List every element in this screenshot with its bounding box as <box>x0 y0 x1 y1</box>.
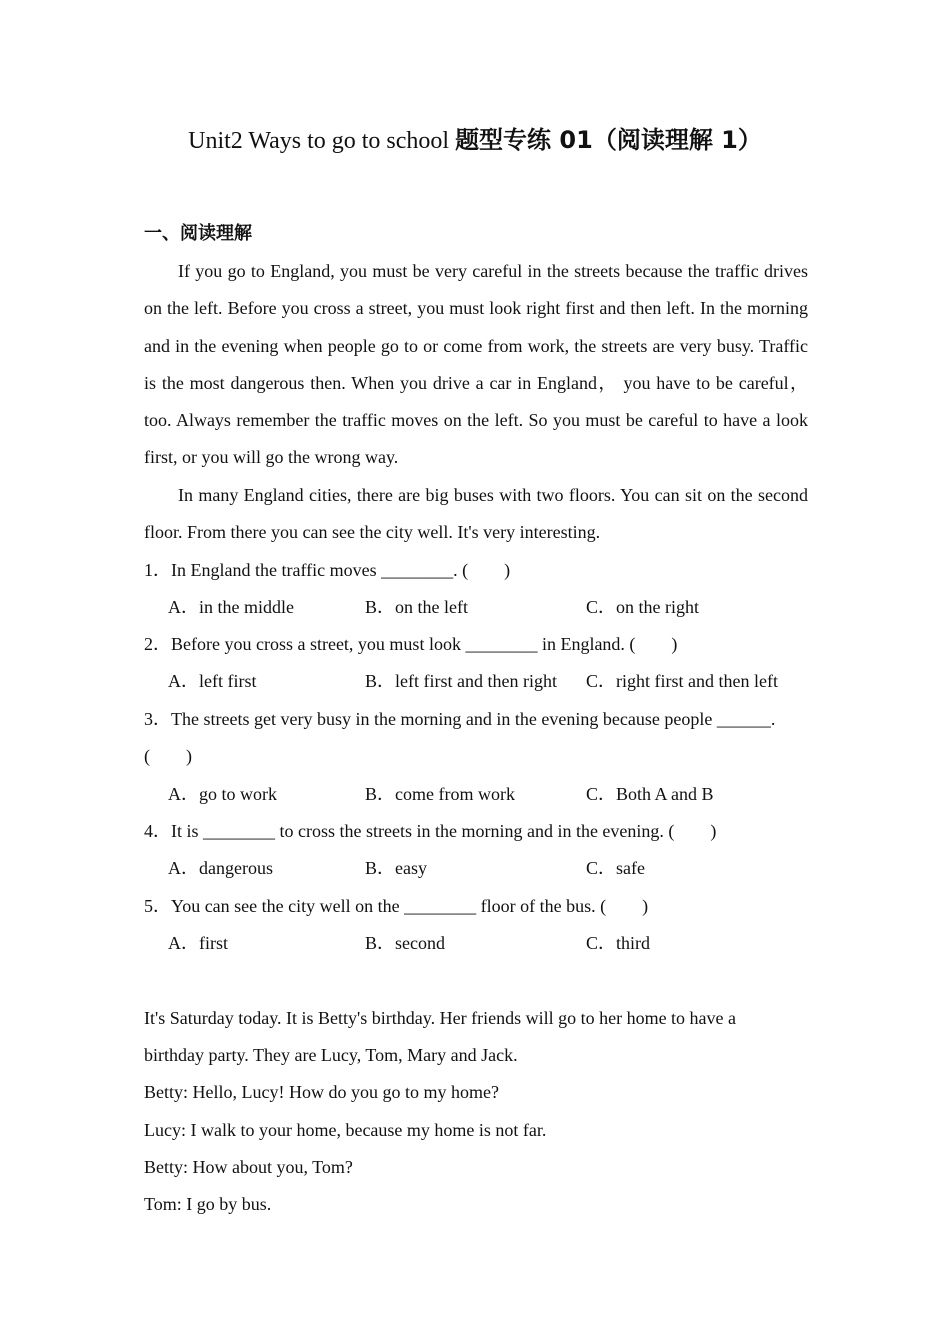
section-heading: 一、阅读理解 <box>144 223 252 244</box>
option-b: B．easy <box>365 858 427 878</box>
dialogue-line: Betty: Hello, Lucy! How do you go to my home? <box>144 1082 499 1102</box>
question-3: 3．The streets get very busy in the morning and in the evening because people ______. <box>144 709 776 729</box>
option-b: B．on the left <box>365 597 468 617</box>
passage-2-intro-line-2: birthday party. They are Lucy, Tom, Mary and Jack. <box>144 1045 518 1065</box>
question-4: 4．It is ________ to cross the streets in the morning and in the evening. ( ) <box>144 821 717 841</box>
option-b: B．left first and then right <box>365 671 557 691</box>
option-a: A．go to work <box>168 784 277 804</box>
page-title <box>0 120 950 161</box>
passage-2-intro-line-1: It's Saturday today. It is Betty's birthday. Her friends will go to her home to have a <box>144 1008 737 1028</box>
dialogue-line: Lucy: I walk to your home, because my home is not far. <box>144 1120 547 1140</box>
option-a: A．in the middle <box>168 597 294 617</box>
option-a: A．first <box>168 933 228 953</box>
reading-passage-1 <box>144 253 808 551</box>
option-b: B．second <box>365 933 445 953</box>
option-a: A．left first <box>168 671 257 691</box>
question-2: 2．Before you cross a street, you must look ________ in England. ( ) <box>144 634 678 654</box>
option-a: A．dangerous <box>168 858 273 878</box>
title-english: Unit2 Ways to go to school <box>188 128 450 154</box>
passage-paragraph: In many England cities, there are big buses with two floors. You can sit on the second floor. From there you can see the city well. It's very interesting. <box>144 484 808 543</box>
title-chinese: 题型专练 01（阅读理解 1） <box>455 126 762 154</box>
passage-paragraph: If you go to England, you must be very careful in the streets because the traffic drives on the left. Before you cross a street, you must look right first and then left. In the morning and in the evening when people go to or come from work, the streets are very busy. Traffic is the most dangerous then. When you drive a car in England， you have to be careful， too. Always remember the traffic moves on the left. So you must be careful to have a look first, or you will go the wrong way. <box>144 261 808 468</box>
option-c: C．third <box>586 933 651 953</box>
option-c: C．safe <box>586 858 645 878</box>
option-c: C．Both A and B <box>586 784 714 804</box>
dialogue-line: Tom: I go by bus. <box>144 1194 272 1214</box>
question-1: 1．In England the traffic moves ________. ( ) <box>144 560 511 580</box>
option-c: C．on the right <box>586 597 699 617</box>
option-b: B．come from work <box>365 784 515 804</box>
option-c: C．right first and then left <box>586 671 778 691</box>
question-5: 5．You can see the city well on the ________ floor of the bus. ( ) <box>144 896 649 916</box>
question-3-answer-bracket: ( ) <box>144 746 192 766</box>
dialogue-line: Betty: How about you, Tom? <box>144 1157 353 1177</box>
